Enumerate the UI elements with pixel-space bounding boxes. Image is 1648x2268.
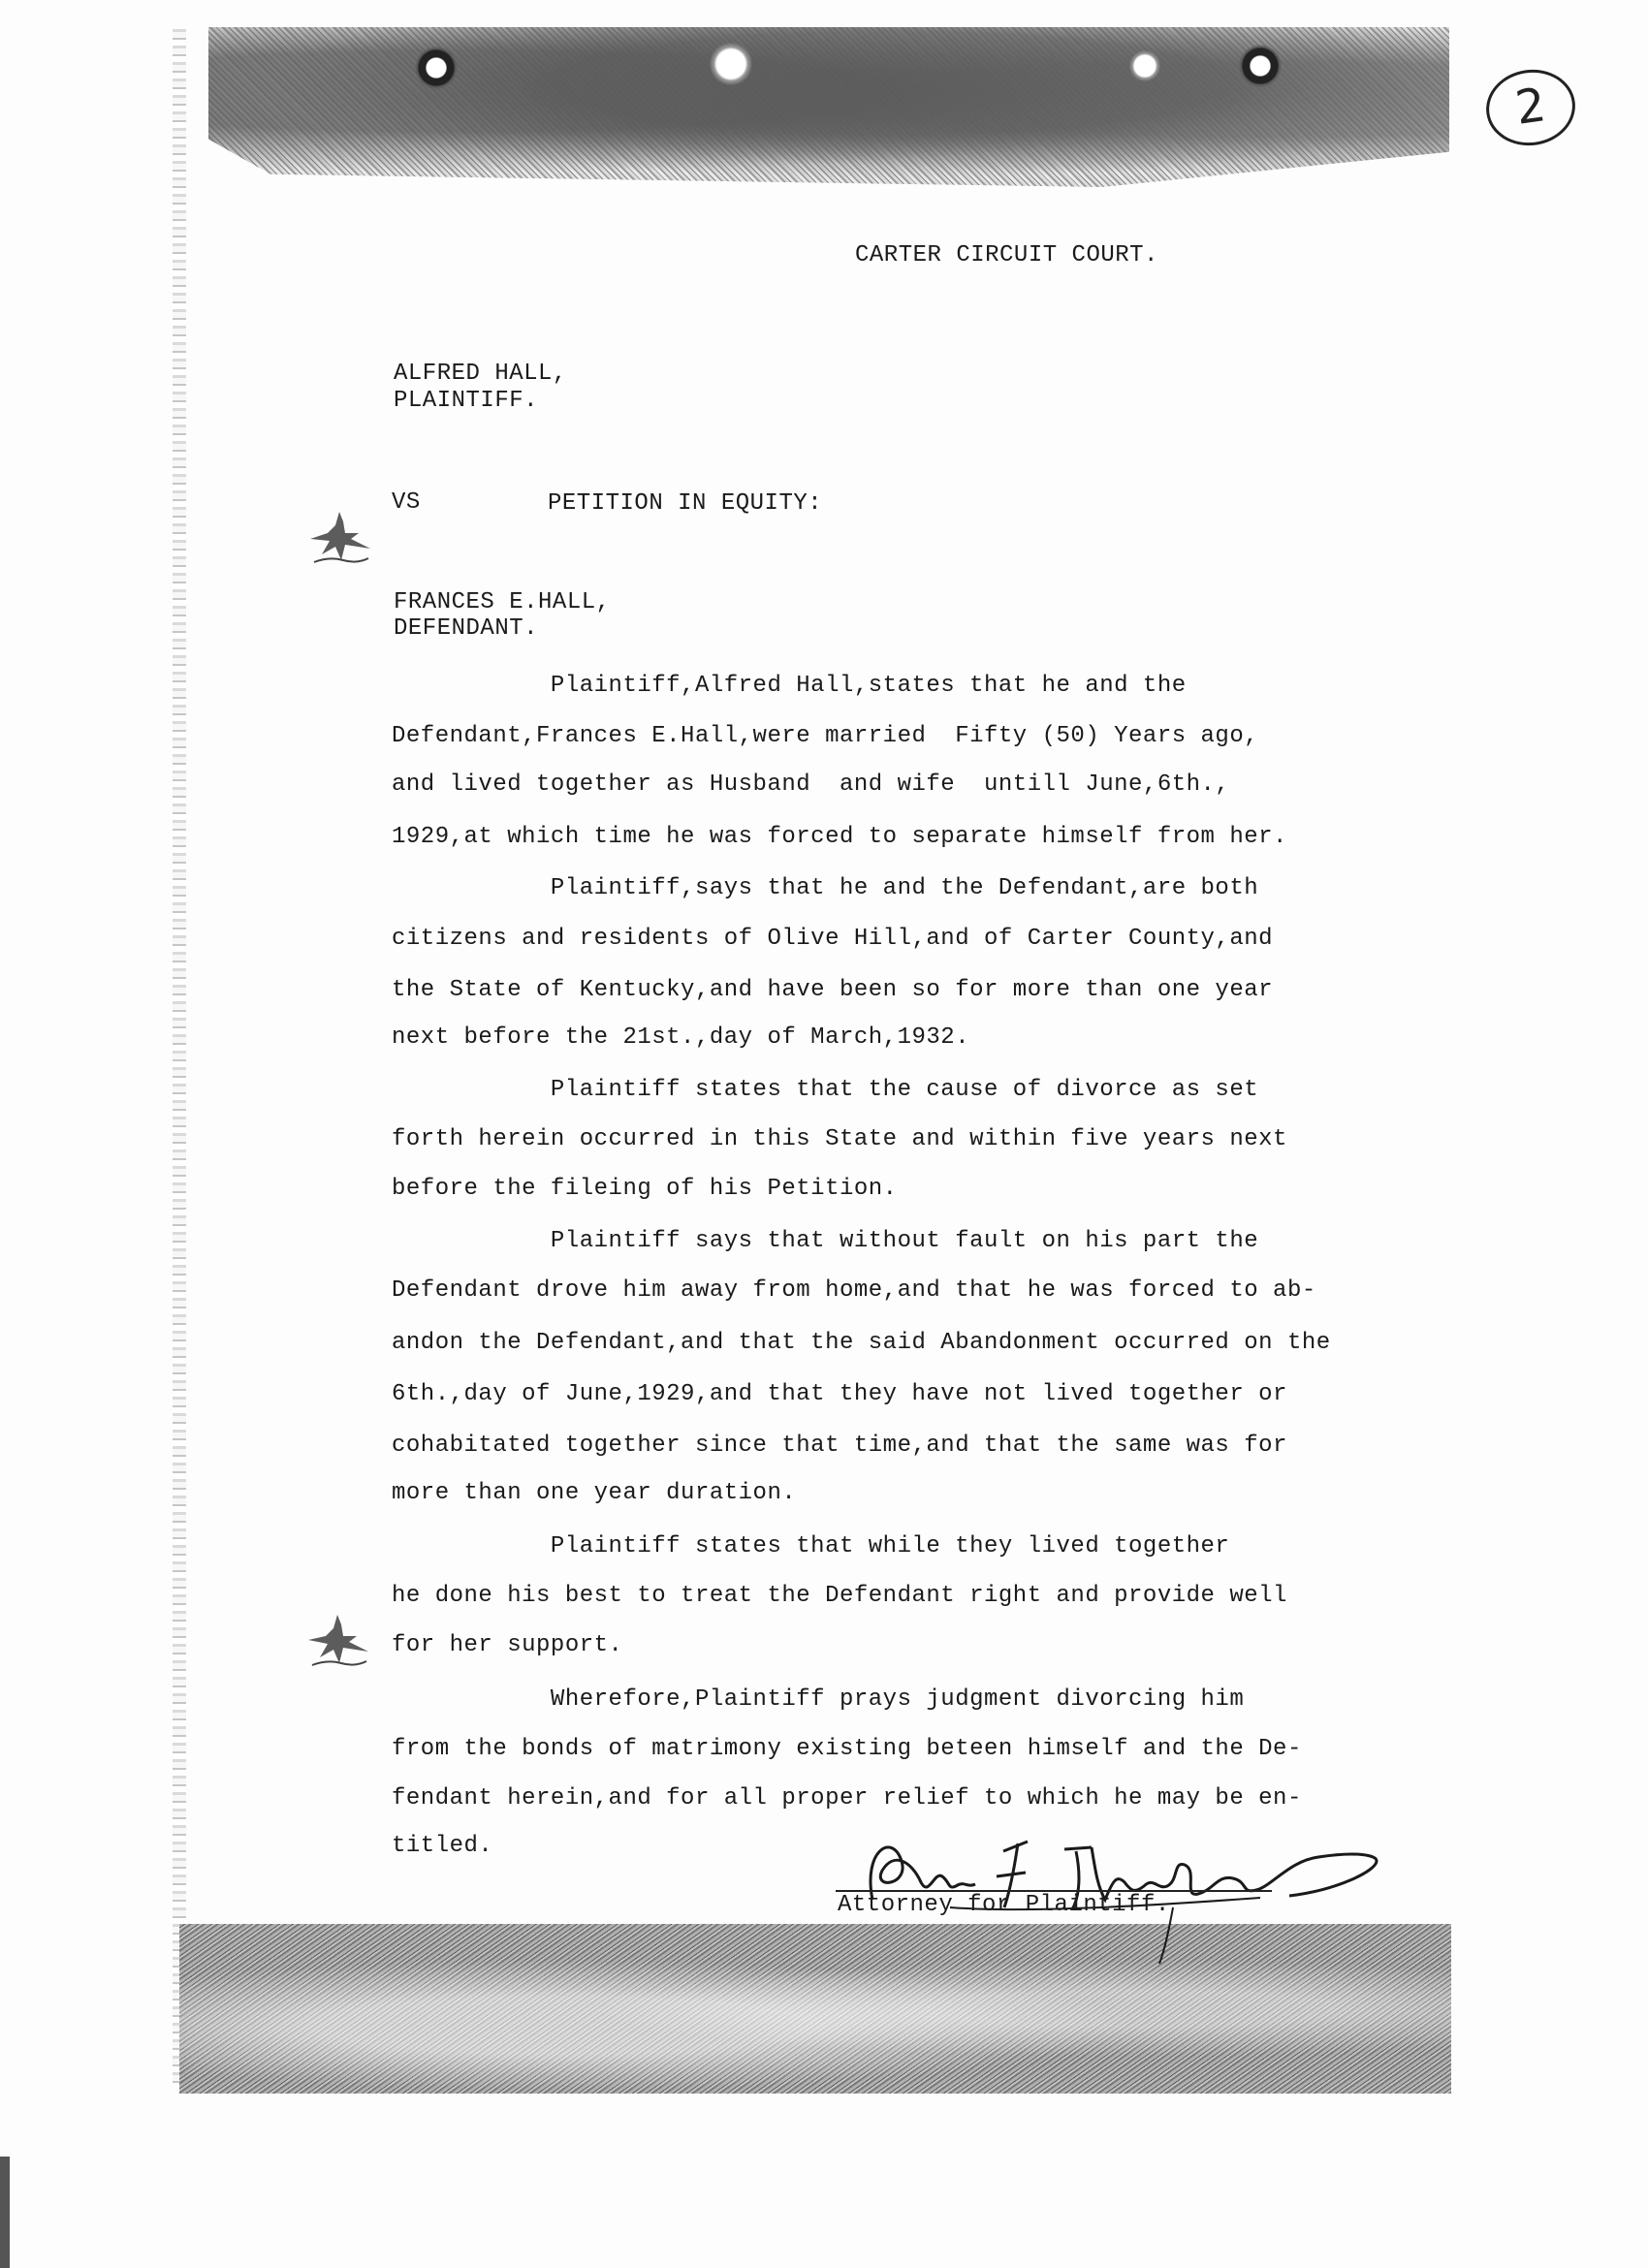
body-line: Wherefore,Plaintiff prays judgment divorcing him: [392, 1686, 1245, 1713]
defendant-name: FRANCES E.HALL,: [394, 589, 611, 615]
body-line: citizens and residents of Olive Hill,and of Carter County,and: [392, 926, 1274, 952]
body-line: and lived together as Husband and wife untill June,6th.,: [392, 772, 1230, 798]
plaintiff-label: PLAINTIFF.: [394, 388, 539, 414]
scan-corner-artifact: [0, 2157, 10, 2268]
plaintiff-name: ALFRED HALL,: [394, 361, 567, 387]
body-line: Plaintiff states that while they lived together: [392, 1533, 1230, 1559]
body-line: from the bonds of matrimony existing beteen himself and the De-: [392, 1736, 1302, 1762]
body-line: more than one year duration.: [392, 1480, 797, 1506]
punch-hole-center: [710, 43, 752, 85]
page-number-circled: 2: [1481, 64, 1580, 151]
body-line: Defendant drove him away from home,and that he was forced to ab-: [392, 1277, 1316, 1304]
body-line: he done his best to treat the Defendant right and provide well: [392, 1583, 1287, 1609]
attorney-signature: [834, 1793, 1415, 1968]
body-line: Defendant,Frances E.Hall,were married Fifty (50) Years ago,: [392, 723, 1259, 749]
body-line: titled.: [392, 1833, 493, 1859]
body-line: cohabitated together since that time,and that the same was for: [392, 1433, 1287, 1459]
body-line: Plaintiff,says that he and the Defendant,are both: [392, 875, 1259, 901]
body-line: fendant herein,and for all proper relief to which he may be en-: [392, 1785, 1302, 1811]
body-line: forth herein occurred in this State and within five years next: [392, 1126, 1287, 1152]
body-line: andon the Defendant,and that the said Abandonment occurred on the: [392, 1330, 1331, 1356]
punch-hole-right: [1239, 45, 1282, 87]
body-line: Plaintiff says that without fault on his part the: [392, 1228, 1259, 1254]
body-line: 1929,at which time he was forced to separate himself from her.: [392, 824, 1287, 850]
body-line: Plaintiff states that the cause of divorce as set: [392, 1077, 1259, 1103]
ink-blot-mark: [301, 1609, 378, 1686]
body-line: the State of Kentucky,and have been so for more than one year: [392, 977, 1274, 1003]
court-heading: CARTER CIRCUIT COURT.: [855, 242, 1158, 268]
body-line: 6th.,day of June,1929,and that they have not lived together or: [392, 1381, 1287, 1407]
punch-hole-left: [415, 47, 458, 89]
scan-edge-artifact: [173, 29, 186, 2084]
signature-caption: Attorney for Plaintiff.: [838, 1892, 1170, 1918]
body-line: before the fileing of his Petition.: [392, 1176, 898, 1202]
body-line: for her support.: [392, 1632, 623, 1658]
body-line: Plaintiff,Alfred Hall,states that he and the: [392, 673, 1187, 699]
punch-hole-faint: [1129, 50, 1160, 81]
versus-label: VS: [392, 489, 421, 516]
body-line: next before the 21st.,day of March,1932.: [392, 1024, 970, 1051]
defendant-label: DEFENDANT.: [394, 615, 539, 642]
petition-title: PETITION IN EQUITY:: [548, 490, 823, 517]
ink-blot-mark: [301, 504, 378, 582]
